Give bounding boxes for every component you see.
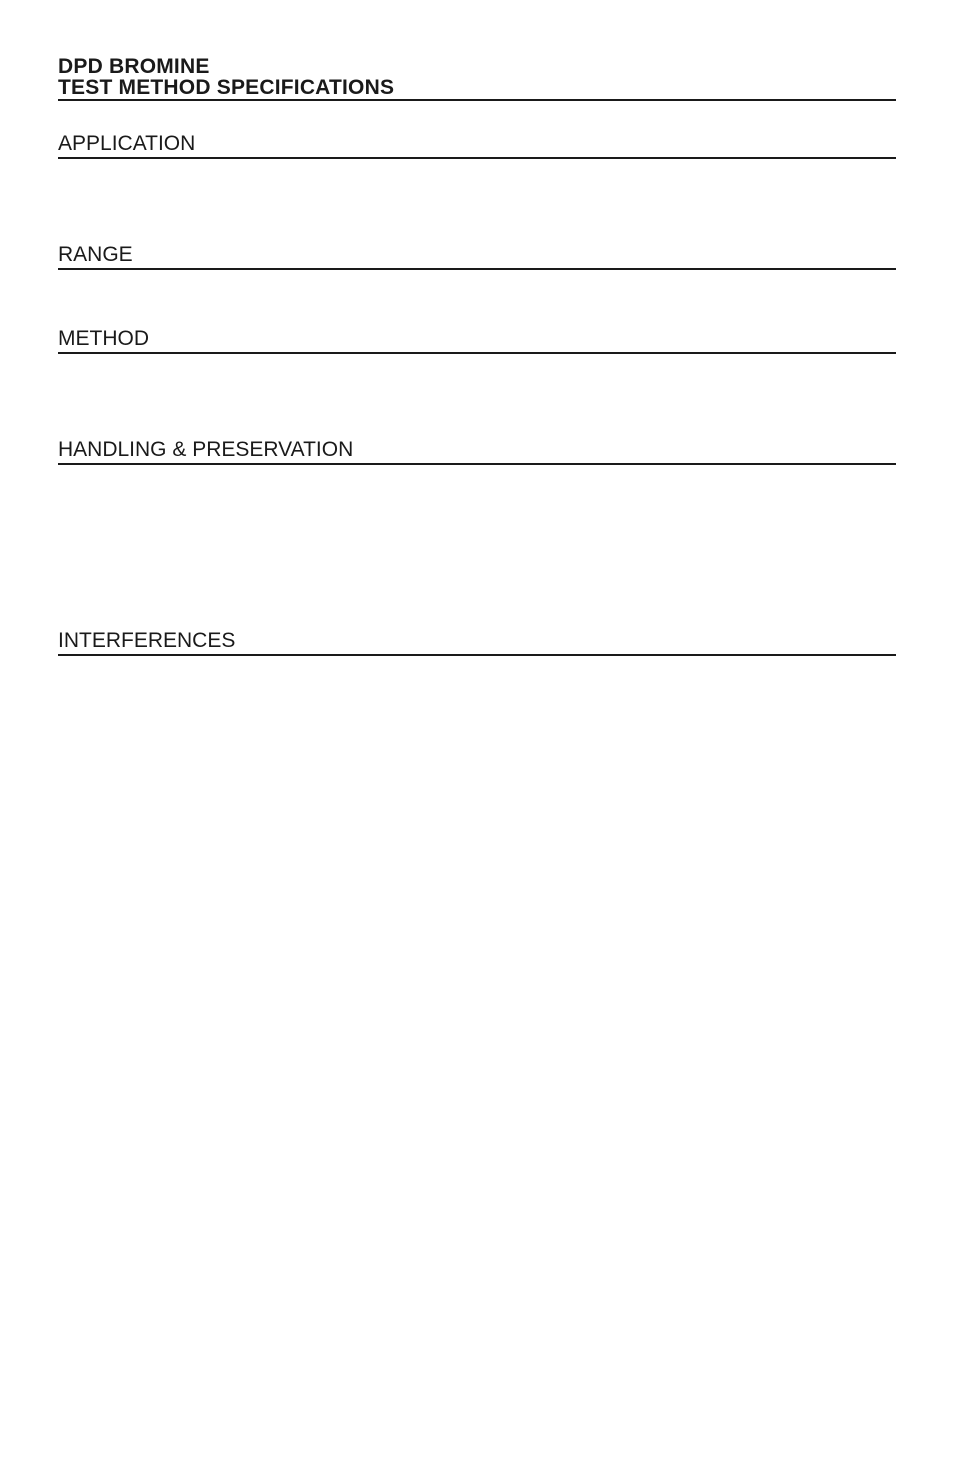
section-divider-method	[58, 352, 896, 354]
section-heading-application: APPLICATION	[58, 132, 196, 155]
section-method	[58, 327, 896, 351]
section-divider-interferences	[58, 654, 896, 656]
section-divider-range	[58, 268, 896, 270]
header-divider	[58, 99, 896, 101]
section-interferences	[58, 629, 896, 653]
section-application	[58, 132, 896, 156]
document-title-line-2: TEST METHOD SPECIFICATIONS	[58, 76, 395, 99]
document-title-line-1: DPD BROMINE	[58, 55, 210, 78]
document-header	[58, 56, 896, 98]
section-divider-application	[58, 157, 896, 159]
section-range	[58, 243, 896, 267]
section-handling-preservation	[58, 438, 896, 462]
section-divider-handling-preservation	[58, 463, 896, 465]
section-heading-method: METHOD	[58, 327, 149, 350]
section-heading-range: RANGE	[58, 243, 133, 266]
section-heading-interferences: INTERFERENCES	[58, 629, 236, 652]
section-heading-handling-preservation: HANDLING & PRESERVATION	[58, 438, 354, 461]
